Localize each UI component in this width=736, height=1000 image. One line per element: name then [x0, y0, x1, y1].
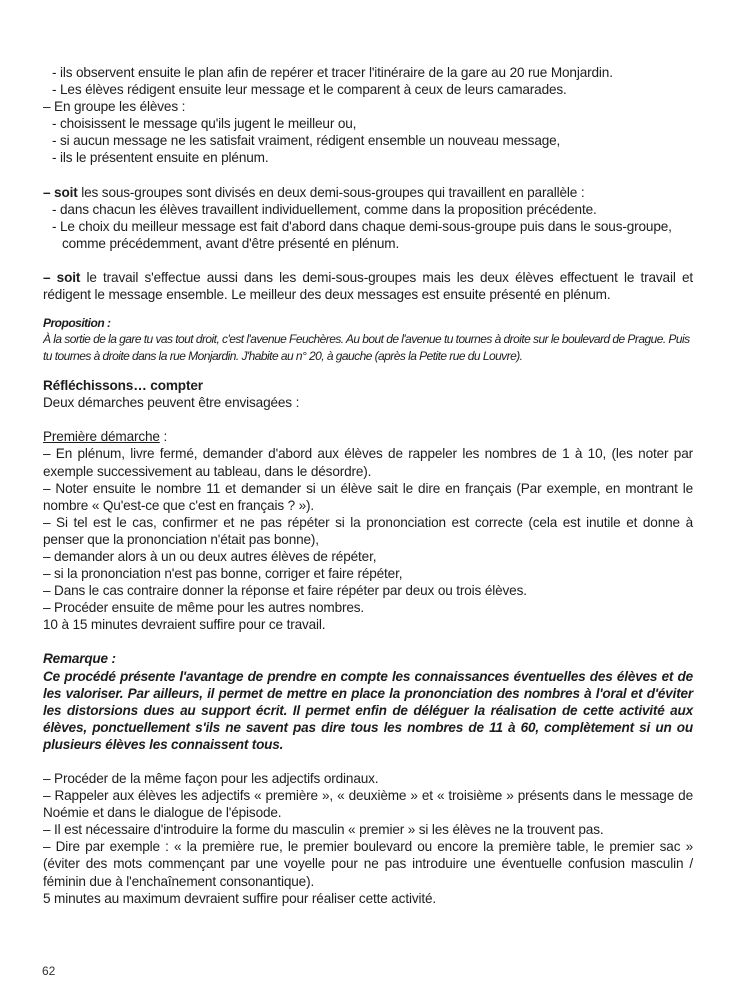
proposition-text: À la sortie de la gare tu vas tout droit, c'est l'avenue Feuchères. Au bout de l'avenue tu tournes à droite sur le boulevard de Prague. Puis tu tournes à droite dans la rue Monjardin. J'habite au n° 20, à gauche (après la Petite rue du Louvre).: [43, 332, 690, 364]
remarque-title: Remarque :: [43, 651, 116, 667]
subheading: [43, 428, 693, 445]
list-item: - choisissent le message qu'ils jugent le meilleur ou,: [52, 116, 357, 132]
list-item: - ils le présentent ensuite en plénum.: [52, 150, 269, 166]
section-soit-1: [43, 184, 693, 252]
list-item: – Dans le cas contraire donner la réponse et faire répéter par deux ou trois élèves.: [43, 583, 527, 599]
list-item: – si la prononciation n'est pas bonne, corriger et faire répéter,: [43, 566, 403, 582]
remarque-box: [43, 650, 693, 753]
list-item: – Dire par exemple : « la première rue, le premier boulevard ou encore la première table, le premier sac » (éviter des mots commençant par une voyelle pour ne pas introduire une éventuelle confusion masculin / féminin due à l'enchaînement consonantique).: [43, 839, 693, 889]
remarque-text: Ce procédé présente l'avantage de prendre en compte les connaissances éventuelles des élèves et de les valoriser. Par ailleurs, il permet de mettre en place la prononciation des nombres à l'oral et d'éviter les distorsions dues au support écrit. Il permet enfin de déléguer la réalisation de cette activité aux élèves, ponctuellement s'ils ne savent pas dire tous les nombres de 11 à 60, complètement si un ou plusieurs élèves les connaissent tous.: [43, 668, 693, 752]
soit-intro-text: les sous-groupes sont divisés en deux demi-sous-groupes qui travaillent en parallèle :: [77, 184, 585, 200]
list-item: - Le choix du meilleur message est fait d'abord dans chaque demi-sous-groupe puis dans le sous-groupe,: [52, 218, 672, 234]
dash: –: [43, 184, 55, 200]
proposition-title: Proposition :: [43, 316, 111, 331]
document-page: [43, 64, 693, 907]
section-individual-work: [43, 64, 693, 167]
keyword-soit: soit: [56, 269, 81, 285]
dash: –: [43, 269, 57, 285]
section-soit-2: [43, 269, 693, 303]
list-item: – Procéder de la même façon pour les adjectifs ordinaux.: [43, 771, 379, 786]
soit-intro: [43, 184, 693, 201]
keyword-soit: soit: [54, 184, 78, 200]
page-number: 62: [42, 964, 56, 978]
soit-paragraph: [43, 269, 693, 303]
list-item: – Procéder ensuite de même pour les autres nombres.: [43, 600, 365, 616]
duration-note: 5 minutes au maximum devraient suffire pour réaliser cette activité.: [43, 890, 437, 906]
list-item: – Noter ensuite le nombre 11 et demander si un élève sait le dire en français (Par exemple, en montrant le nombre « Qu'est-ce que c'est en français ? »).: [43, 480, 693, 513]
section-intro: Deux démarches peuvent être envisagées :: [43, 395, 300, 411]
list-item: – Rappeler aux élèves les adjectifs « première », « deuxième » et « troisième » présents dans le message de Noémie et dans le dialogue de l'épisode.: [43, 788, 693, 821]
soit-text: le travail s'effectue aussi dans les demi-sous-groupes mais les deux élèves effectuent le travail et rédigent le message ensemble. Le meilleur des deux messages est ensuite présenté en plénum.: [43, 269, 693, 303]
list-item: – En plénum, livre fermé, demander d'abord aux élèves de rappeler les nombres de 1 à 10, (les noter par exemple successivement au tableau, dans le désordre).: [43, 446, 693, 479]
section-heading: Réfléchissons… compter: [43, 378, 203, 394]
section-ordinaux: [43, 770, 693, 907]
list-item: – En groupe les élèves :: [43, 99, 186, 115]
list-item: – Il est nécessaire d'introduire la forme du masculin « premier » si les élèves ne la trouvent pas.: [43, 822, 604, 838]
list-item: - si aucun message ne les satisfait vraiment, rédigent ensemble un nouveau message,: [52, 133, 561, 149]
list-item: - dans chacun les élèves travaillent individuellement, comme dans la proposition précédente.: [52, 201, 597, 217]
list-item: – Si tel est le cas, confirmer et ne pas répéter si la prononciation est correcte (cela est inutile et donne à penser que la prononciation n'était pas bonne),: [43, 514, 693, 547]
list-item: - ils observent ensuite le plan afin de repérer et tracer l'itinéraire de la gare au 20 rue Monjardin.: [52, 65, 613, 80]
subheading-suffix: :: [159, 429, 168, 445]
section-reflechissons: [43, 377, 693, 411]
duration-note: 10 à 15 minutes devraient suffire pour ce travail.: [43, 617, 326, 633]
list-item-continuation: comme précédemment, avant d'être présenté en plénum.: [62, 235, 400, 251]
subheading-label: Première démarche: [43, 429, 160, 445]
proposition-box: [43, 315, 693, 365]
list-item: - Les élèves rédigent ensuite leur message et le comparent à ceux de leurs camarades.: [52, 82, 567, 98]
section-premiere-demarche: [43, 428, 693, 633]
list-item: – demander alors à un ou deux autres élèves de répéter,: [43, 548, 377, 564]
